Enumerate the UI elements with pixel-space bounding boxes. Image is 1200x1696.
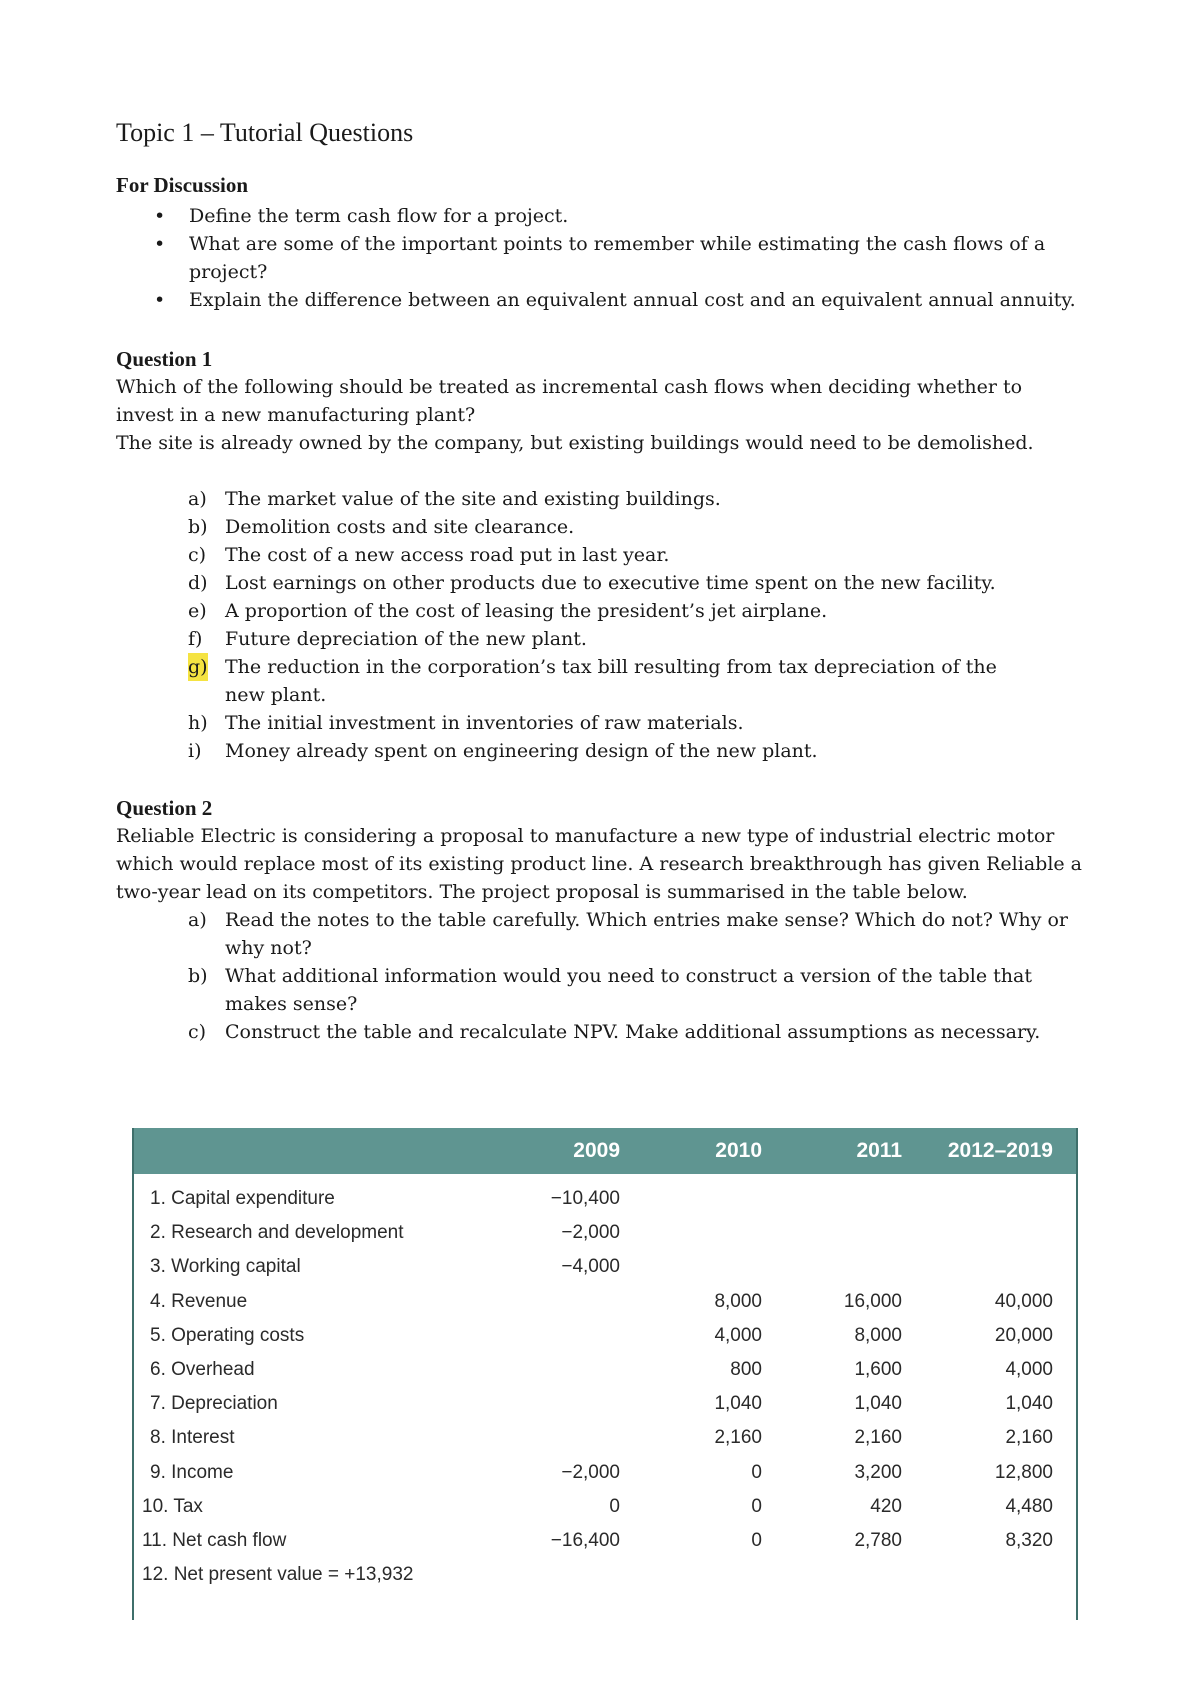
bullet-icon: • xyxy=(154,205,166,227)
row-label: 5. Operating costs xyxy=(150,1324,305,1346)
table-cell xyxy=(932,1214,1053,1251)
page-title: Topic 1 – Tutorial Questions xyxy=(116,118,414,147)
table-cell: 1,040 xyxy=(1005,1393,1053,1415)
table-cell xyxy=(512,1283,620,1320)
table-cell: 1,040 xyxy=(714,1393,762,1415)
table-cell xyxy=(652,1214,762,1251)
list-item: e) A proportion of the cost of leasing the president’s jet airplane. xyxy=(188,600,828,622)
table-cell: 1,600 xyxy=(854,1359,902,1380)
project-proposal-table xyxy=(132,1128,1078,1620)
table-row xyxy=(132,1283,1078,1320)
question-2-intro: Reliable Electric is considering a proposal to manufacture a new type of industrial electric motor which would replace most of its existing product line. A research breakthrough has given Reliable a two-year lead on its competitors. The project proposal is summarised in the table below. xyxy=(116,825,1083,903)
table-row xyxy=(132,1317,1078,1354)
table-cell xyxy=(792,1214,902,1251)
table-cell: −4,000 xyxy=(561,1256,620,1278)
row-label: 6. Overhead xyxy=(150,1359,255,1380)
list-item: • Define the term cash flow for a project. xyxy=(116,202,1096,230)
bullet-icon: • xyxy=(154,289,166,311)
table-cell: 8,000 xyxy=(854,1324,902,1346)
row-label: 4. Revenue xyxy=(150,1290,248,1312)
table-cell: 20,000 xyxy=(994,1324,1053,1346)
row-label: 11. Net cash flow xyxy=(142,1530,287,1551)
table-row xyxy=(132,1522,1078,1559)
table-cell: 2,780 xyxy=(854,1530,902,1551)
list-item: a) The market value of the site and existing buildings. xyxy=(188,488,721,510)
table-cell: 3,200 xyxy=(854,1461,902,1483)
table-cell xyxy=(932,1556,1053,1593)
table-cell: 2,160 xyxy=(854,1427,902,1449)
table-cell xyxy=(792,1248,902,1285)
table-cell xyxy=(512,1419,620,1456)
table-cell: 4,000 xyxy=(1005,1359,1053,1380)
table-cell: 2,160 xyxy=(714,1427,762,1449)
table-cell: 0 xyxy=(609,1495,620,1517)
question-2-heading: Question 2 xyxy=(116,796,213,820)
list-item: f) Future depreciation of the new plant. xyxy=(188,628,587,650)
bullet-icon: • xyxy=(154,233,166,255)
table-row xyxy=(132,1248,1078,1285)
table-cell xyxy=(932,1248,1053,1285)
column-header-2012-2019: 2012–2019 xyxy=(947,1139,1053,1162)
list-item: • What are some of the important points to remember while estimating the cash flows of a project? xyxy=(116,230,1096,286)
table-cell xyxy=(652,1248,762,1285)
list-item: • Explain the difference between an equivalent annual cost and an equivalent annual annuity. xyxy=(116,286,1096,314)
table-border-left xyxy=(132,1128,134,1620)
table-row xyxy=(132,1488,1078,1525)
question-1-options xyxy=(116,485,1016,765)
row-label: 3. Working capital xyxy=(150,1256,301,1278)
table-cell xyxy=(932,1180,1053,1217)
list-item: b) Demolition costs and site clearance. xyxy=(188,516,575,538)
table-header xyxy=(132,1128,1078,1174)
table-border-right xyxy=(1076,1128,1078,1620)
row-label: 9. Income xyxy=(150,1461,234,1483)
table-row xyxy=(132,1351,1078,1388)
table-cell: 4,000 xyxy=(714,1324,762,1346)
discussion-heading: For Discussion xyxy=(116,173,249,197)
discussion-list xyxy=(116,202,1096,314)
row-label: 10. Tax xyxy=(142,1495,203,1517)
table-row xyxy=(132,1385,1078,1422)
table-row xyxy=(132,1419,1078,1456)
table-cell: 16,000 xyxy=(843,1290,902,1312)
table-cell: 0 xyxy=(751,1461,762,1483)
list-item: b) What additional information would you need to construct a version of the table that makes sense? xyxy=(188,965,1032,1015)
row-label: 7. Depreciation xyxy=(150,1393,278,1415)
column-header-2010: 2010 xyxy=(715,1139,762,1162)
question-1-intro-2: The site is already owned by the company, but existing buildings would need to be demolished. xyxy=(116,432,1034,454)
list-item: c) Construct the table and recalculate NPV. Make additional assumptions as necessary. xyxy=(188,1021,1041,1043)
table-cell: 0 xyxy=(751,1495,762,1517)
table-cell xyxy=(792,1556,902,1593)
table-cell: 40,000 xyxy=(994,1290,1053,1312)
table-cell xyxy=(652,1556,762,1593)
column-header-2009: 2009 xyxy=(573,1139,620,1162)
table-cell: 8,000 xyxy=(714,1290,762,1312)
column-header-2011: 2011 xyxy=(856,1139,902,1162)
table-row xyxy=(132,1454,1078,1491)
table-row xyxy=(132,1180,1078,1217)
highlighted-marker: g) xyxy=(188,653,208,681)
table-cell: −2,000 xyxy=(561,1461,620,1483)
table-cell: 420 xyxy=(870,1495,902,1517)
question-2-options xyxy=(116,906,1096,1046)
table-cell: 8,320 xyxy=(1005,1530,1053,1551)
question-1-intro: Which of the following should be treated as incremental cash flows when deciding whether to invest in a new manufacturing plant? xyxy=(116,376,1023,426)
list-item: g) The reduction in the corporation’s tax bill resulting from tax depreciation of the new plant. xyxy=(116,653,1016,709)
table-cell: −16,400 xyxy=(550,1530,620,1551)
table-cell xyxy=(512,1317,620,1354)
table-cell: 2,160 xyxy=(1005,1427,1053,1449)
question-1-heading: Question 1 xyxy=(116,347,213,371)
list-item: h) The initial investment in inventories of raw materials. xyxy=(188,712,744,734)
list-item: c) The cost of a new access road put in last year. xyxy=(188,544,670,566)
row-label: 8. Interest xyxy=(150,1427,235,1449)
row-label: 2. Research and development xyxy=(150,1222,404,1244)
table-cell: 0 xyxy=(751,1530,762,1551)
list-item: d) Lost earnings on other products due to executive time spent on the new facility. xyxy=(188,572,996,594)
table-cell: −10,400 xyxy=(550,1188,620,1209)
table-cell: 1,040 xyxy=(854,1393,902,1415)
row-label: 12. Net present value = +13,932 xyxy=(142,1564,414,1586)
table-cell: −2,000 xyxy=(561,1222,620,1244)
table-cell xyxy=(512,1385,620,1422)
table-cell xyxy=(512,1351,620,1388)
row-label: 1. Capital expenditure xyxy=(150,1188,335,1209)
list-item: a) Read the notes to the table carefully. Which entries make sense? Which do not? Why or why not? xyxy=(188,909,1069,959)
table-cell xyxy=(652,1180,762,1217)
table-cell: 800 xyxy=(730,1359,762,1380)
table-row xyxy=(132,1556,1078,1593)
table-cell: 12,800 xyxy=(994,1461,1053,1483)
table-cell xyxy=(512,1556,620,1593)
list-item: i) Money already spent on engineering design of the new plant. xyxy=(188,740,818,762)
table-row xyxy=(132,1214,1078,1251)
table-cell xyxy=(792,1180,902,1217)
table-cell: 4,480 xyxy=(1005,1495,1053,1517)
